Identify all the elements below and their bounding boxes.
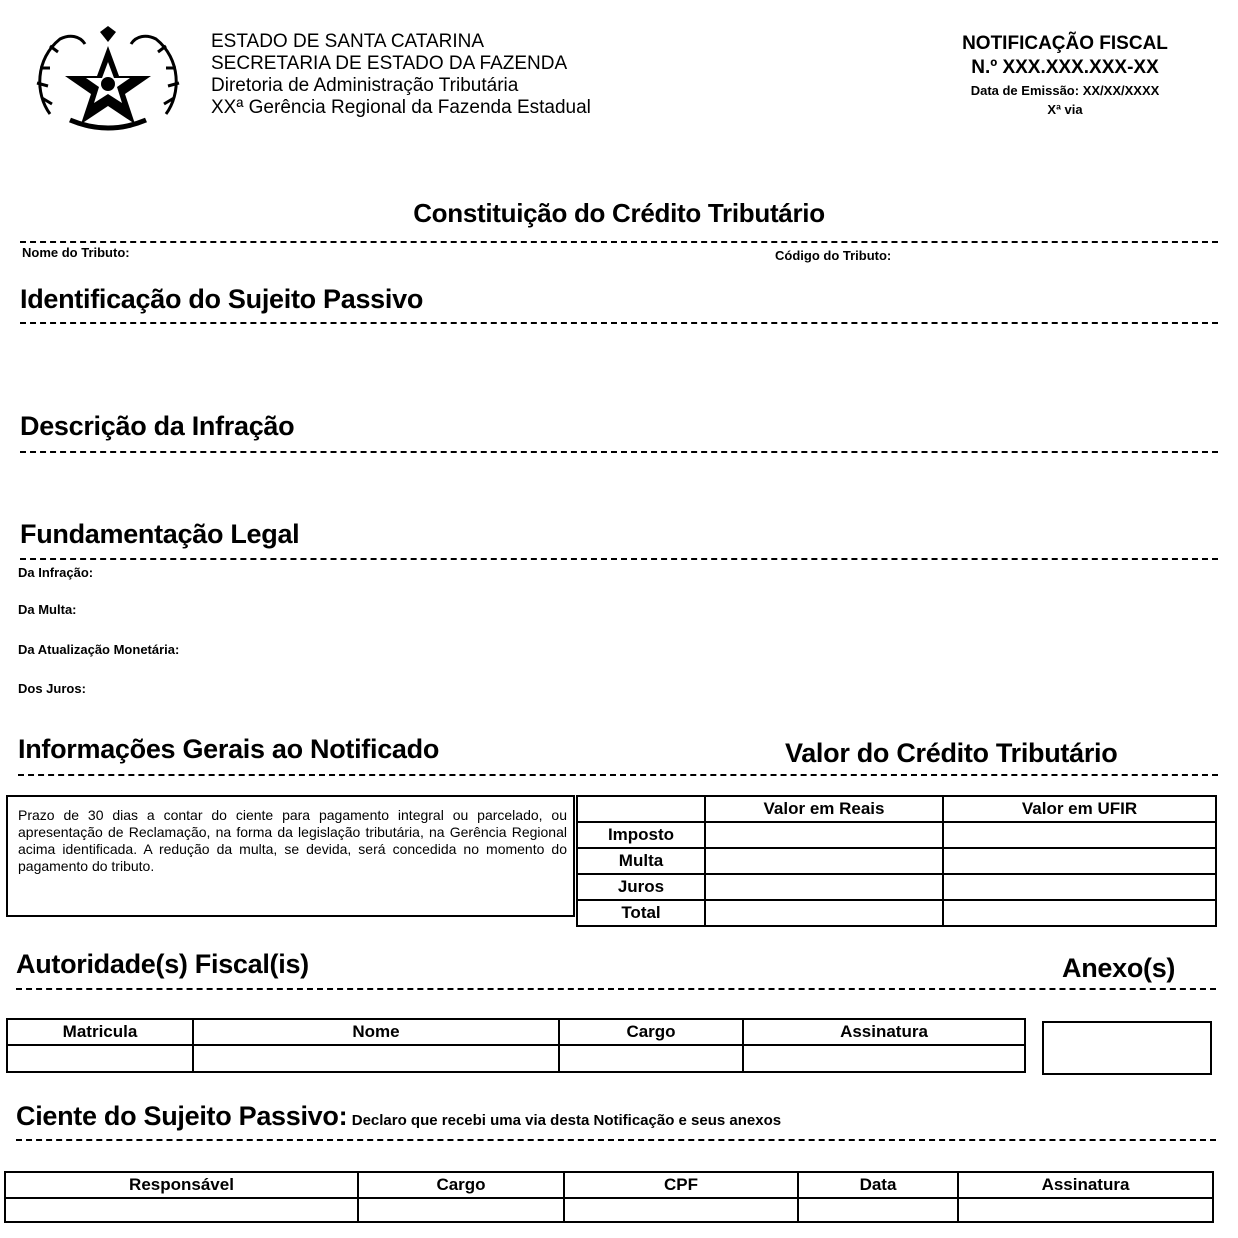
ciente-header-assinatura: Assinatura <box>958 1172 1213 1198</box>
autoridade-cell[interactable] <box>7 1045 193 1072</box>
valor-table-cell[interactable] <box>705 848 943 874</box>
fundamentacao-infracao-label: Da Infração: <box>18 565 94 580</box>
info-text: Prazo de 30 dias a contar do ciente para pagamento integral ou parcelado, ou apresentação de Reclamação, na forma da legislação tributária, na Gerência Regional acima identificada. A redução da multa, se devida, será concedida no momento do pagamento do tributo. <box>18 807 567 874</box>
autoridade-header-assinatura: Assinatura <box>743 1019 1025 1045</box>
section-title-valor: Valor do Crédito Tributário <box>785 738 1118 768</box>
valor-table-corner <box>577 796 705 822</box>
ciente-cell[interactable] <box>958 1198 1213 1222</box>
valor-table-cell[interactable] <box>943 848 1216 874</box>
agency-header <box>211 31 591 119</box>
fundamentacao-multa-label: Da Multa: <box>18 602 77 617</box>
divider <box>18 774 1218 776</box>
ciente-table <box>4 1171 1214 1223</box>
ciente-header-data: Data <box>798 1172 958 1198</box>
tributo-name-label: Nome do Tributo: <box>22 245 130 260</box>
notice-title: NOTIFICAÇÃO FISCAL <box>962 33 1168 54</box>
ciente-cell[interactable] <box>564 1198 798 1222</box>
valor-table-cell[interactable] <box>705 900 943 926</box>
ciente-cell[interactable] <box>358 1198 564 1222</box>
autoridade-header-cargo: Cargo <box>559 1019 743 1045</box>
secretariat-name: SECRETARIA DE ESTADO DA FAZENDA <box>211 53 568 74</box>
ciente-declaration: Declaro que recebi uma via desta Notificação e seus anexos <box>351 1112 782 1129</box>
autoridade-cell[interactable] <box>193 1045 559 1072</box>
section-title-anexos: Anexo(s) <box>1062 953 1176 983</box>
directorate-name: Diretoria de Administração Tributária <box>211 75 519 96</box>
ciente-header-responsavel: Responsável <box>5 1172 358 1198</box>
emission-date: Data de Emissão: XX/XX/XXXX <box>970 83 1160 98</box>
tributo-code-label: Código do Tributo: <box>775 248 892 263</box>
notice-header <box>900 32 1230 118</box>
main-title: Constituição do Crédito Tributário <box>413 198 825 228</box>
ciente-header-cargo: Cargo <box>358 1172 564 1198</box>
valor-table-cell[interactable] <box>943 874 1216 900</box>
fundamentacao-atualizacao-label: Da Atualização Monetária: <box>18 642 180 657</box>
autoridade-header-matricula: Matricula <box>7 1019 193 1045</box>
valor-table-row-label: Total <box>577 900 705 926</box>
valor-table-cell[interactable] <box>943 822 1216 848</box>
valor-table-row-label: Imposto <box>577 822 705 848</box>
notice-number: N.º XXX.XXX.XXX-XX <box>971 57 1159 78</box>
section-title-fundamentacao: Fundamentação Legal <box>20 519 300 549</box>
section-title-sujeito: Identificação do Sujeito Passivo <box>20 284 424 314</box>
valor-table-cell[interactable] <box>705 822 943 848</box>
ciente-cell[interactable] <box>5 1198 358 1222</box>
divider <box>20 241 1218 243</box>
section-title-informacoes: Informações Gerais ao Notificado <box>18 734 440 764</box>
valor-table-header-ufir: Valor em UFIR <box>943 796 1216 822</box>
divider <box>16 1139 1216 1141</box>
valor-table <box>576 795 1217 927</box>
divider <box>20 451 1218 453</box>
divider <box>16 988 1216 990</box>
section-title-infracao: Descrição da Infração <box>20 411 295 441</box>
autoridade-cell[interactable] <box>559 1045 743 1072</box>
autoridade-cell[interactable] <box>743 1045 1025 1072</box>
anexos-box[interactable] <box>1042 1021 1212 1075</box>
autoridade-table <box>6 1018 1026 1073</box>
divider <box>20 558 1218 560</box>
valor-table-header-reais: Valor em Reais <box>705 796 943 822</box>
state-name: ESTADO DE SANTA CATARINA <box>211 31 485 52</box>
ciente-heading <box>16 1101 781 1132</box>
fundamentacao-juros-label: Dos Juros: <box>18 681 86 696</box>
ciente-header-cpf: CPF <box>564 1172 798 1198</box>
autoridade-header-nome: Nome <box>193 1019 559 1045</box>
info-box <box>6 795 575 917</box>
valor-table-row-label: Multa <box>577 848 705 874</box>
valor-table-cell[interactable] <box>943 900 1216 926</box>
coat-of-arms-icon <box>30 24 186 136</box>
valor-table-cell[interactable] <box>705 874 943 900</box>
valor-table-row-label: Juros <box>577 874 705 900</box>
divider <box>20 322 1218 324</box>
section-title-ciente: Ciente do Sujeito Passivo: <box>16 1101 348 1131</box>
section-title-autoridades: Autoridade(s) Fiscal(is) <box>16 949 309 979</box>
copy-number: Xª via <box>1047 102 1083 117</box>
regional-office-name: XXª Gerência Regional da Fazenda Estadual <box>211 97 591 118</box>
ciente-cell[interactable] <box>798 1198 958 1222</box>
